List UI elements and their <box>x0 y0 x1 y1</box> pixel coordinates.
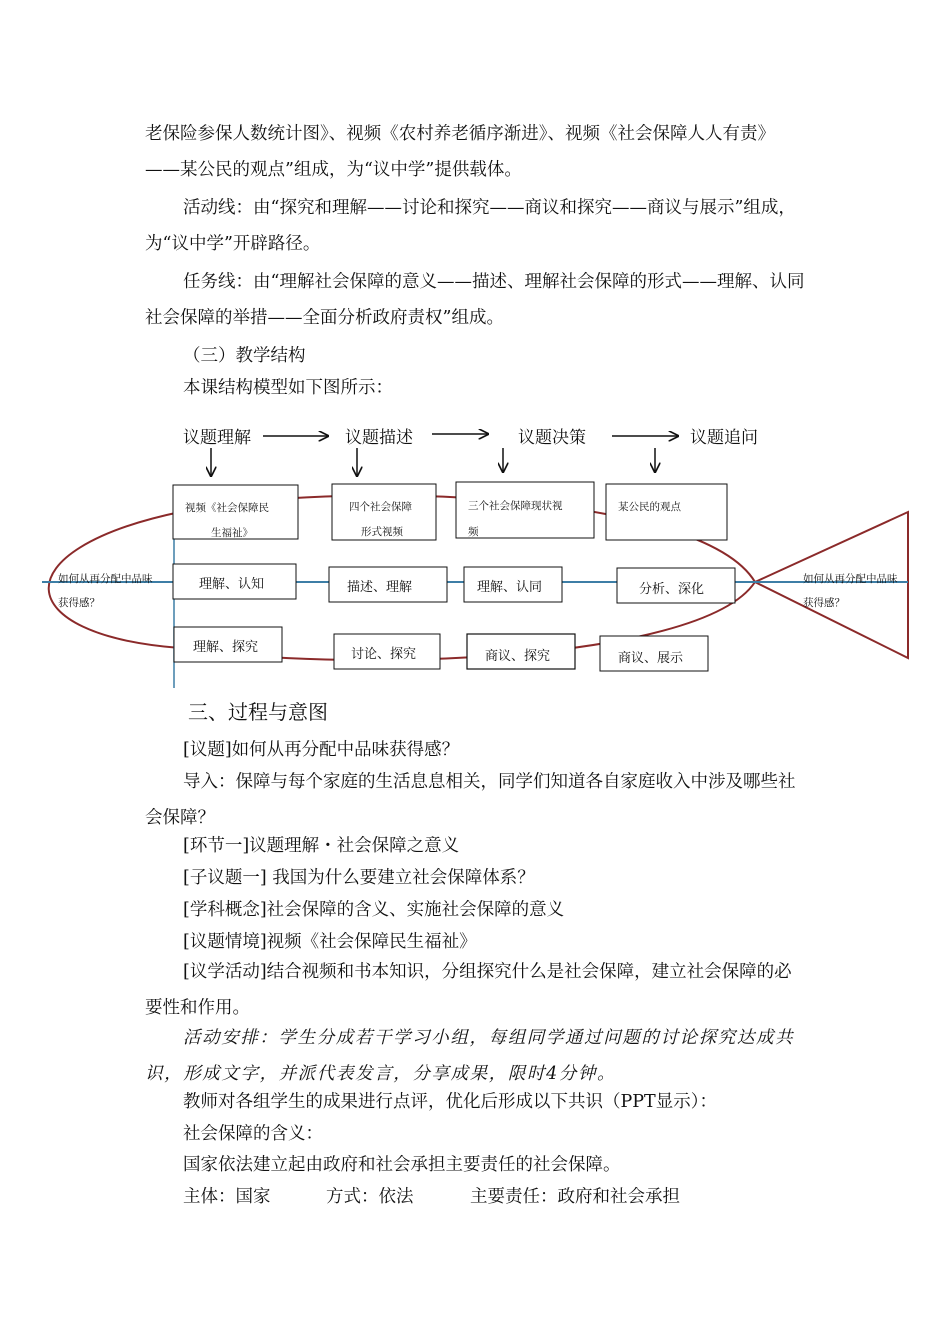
method-label: 方式：依法 <box>326 1187 414 1207</box>
paragraph-materials-end: 老保险参保人数统计图》、视频《农村养老循序渐进》、视频《社会保障人人有责》——某公民的观点”组成，为“议中学”提供载体。 <box>145 124 775 180</box>
material-box-4 <box>606 484 727 540</box>
sub-heading-teaching-structure: （三）教学结构 <box>183 346 306 366</box>
activity-box-3 <box>467 634 575 669</box>
svg-text:理解、探究: 理解、探究 <box>193 640 259 655</box>
svg-text:视频《社会保障民: 视频《社会保障民 <box>185 502 269 514</box>
svg-text:商议、探究: 商议、探究 <box>485 649 551 664</box>
activity-box-4 <box>600 636 708 671</box>
activity-box-1 <box>174 627 282 662</box>
stage-label-4: 议题追问 <box>690 428 758 448</box>
material-box-3 <box>456 482 594 538</box>
svg-text:理解、认同: 理解、认同 <box>477 580 543 595</box>
meaning-line: 国家依法建立起由政府和社会承担主要责任的社会保障。 <box>183 1155 621 1175</box>
svg-text:讨论、探究: 讨论、探究 <box>351 647 417 662</box>
fish-tail-label: 如何从再分配中品味 获得感？ <box>803 573 898 609</box>
teacher-comment-line: 教师对各组学生的成果进行点评，优化后形成以下共识（PPT显示）： <box>183 1092 717 1112</box>
topic-line: [议题]如何从再分配中品味获得感？ <box>183 740 460 760</box>
fish-tail-outline <box>755 512 908 658</box>
material-box-1 <box>173 485 298 539</box>
situation-line: [议题情境]视频《社会保障民生福祉》 <box>183 932 477 952</box>
svg-text:商议、展示: 商议、展示 <box>618 651 684 666</box>
stage-label-2: 议题描述 <box>345 428 413 448</box>
paragraph-task-line: 任务线：由“理解社会保障的意义——描述、理解社会保障的形式——理解、认同社会保障的举措——全面分析政府责权”组成。 <box>145 272 805 328</box>
lead-in-paragraph: 导入：保障与每个家庭的生活息息相关，同学们知道各自家庭收入中涉及哪些社会保障？ <box>145 772 796 828</box>
svg-text:生福祉》: 生福祉》 <box>211 527 253 539</box>
stage-label-3: 议题决策 <box>518 428 586 448</box>
link-one-line: [环节一]议题理解・社会保障之意义 <box>183 836 460 856</box>
svg-text:频: 频 <box>468 526 479 538</box>
structure-diagram <box>0 410 950 710</box>
subject-label: 主体：国家 <box>183 1187 271 1207</box>
svg-text:理解、认知: 理解、认知 <box>199 577 265 592</box>
svg-text:三个社会保障现状视: 三个社会保障现状视 <box>468 500 563 512</box>
responsibility-label: 主要责任：政府和社会承担 <box>470 1187 680 1207</box>
svg-text:形式视频: 形式视频 <box>361 526 403 538</box>
svg-text:四个社会保障: 四个社会保障 <box>349 501 412 513</box>
concept-line: [学科概念]社会保障的含义、实施社会保障的意义 <box>183 900 565 920</box>
diagram-intro: 本课结构模型如下图所示： <box>183 378 393 398</box>
stage-label-1: 议题理解 <box>183 428 251 448</box>
material-box-2 <box>332 484 436 540</box>
task-box-2 <box>329 567 447 602</box>
activity-paragraph: [议学活动]结合视频和书本知识，分组探究什么是社会保障，建立社会保障的必要性和作用。 <box>145 962 792 1018</box>
section-heading: 三、过程与意图 <box>188 700 328 724</box>
paragraph-activity-line: 活动线：由“探究和理解——讨论和探究——商议和探究——商议与展示”组成，为“议中学”开辟路径。 <box>145 198 796 254</box>
task-box-3 <box>464 567 562 602</box>
sub-topic-one-line: [子议题一] 我国为什么要建立社会保障体系？ <box>183 868 535 888</box>
task-box-1 <box>173 564 296 599</box>
svg-text:某公民的观点: 某公民的观点 <box>618 501 681 513</box>
arrangement-paragraph: 活动安排：学生分成若干学习小组，每组同学通过问题的讨论探究达成共识，形成文字，并派代表发言，分享成果，限时4分钟。 <box>145 1028 795 1084</box>
svg-text:描述、理解: 描述、理解 <box>347 580 413 595</box>
fish-head-label: 如何从再分配中品味 获得感？ <box>58 573 153 609</box>
task-box-4 <box>617 568 735 603</box>
meaning-title-line: 社会保障的含义： <box>183 1124 323 1144</box>
svg-text:分析、深化: 分析、深化 <box>639 582 705 597</box>
activity-box-2 <box>334 634 440 669</box>
